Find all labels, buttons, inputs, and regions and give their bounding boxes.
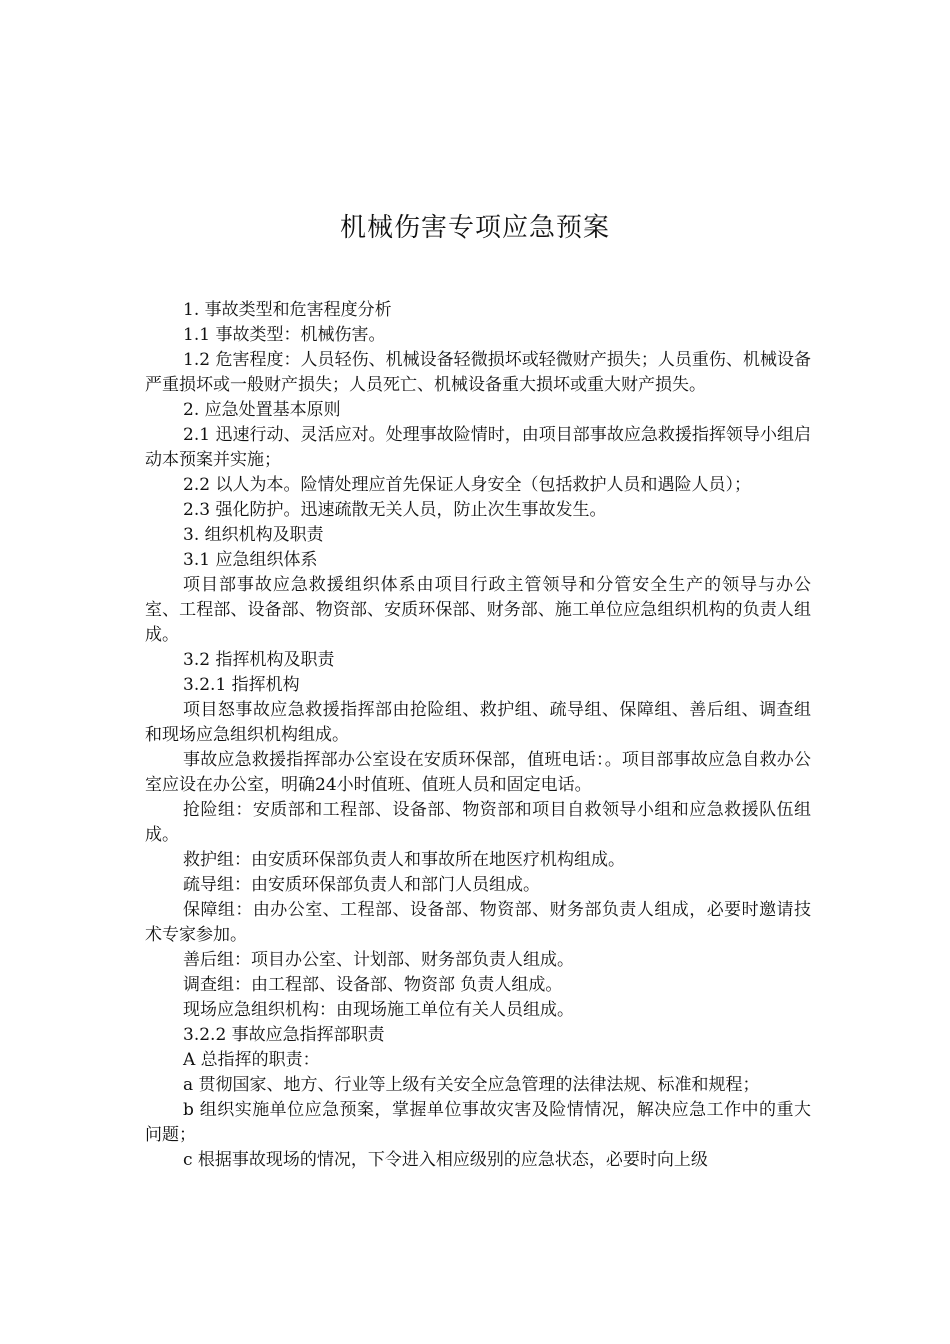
- list-item: b 组织实施单位应急预案，掌握单位事故灾害及险情情况，解决应急工作中的重大问题；: [145, 1100, 811, 1145]
- paragraph: 疏导组：由安质环保部负责人和部门人员组成。: [183, 875, 540, 895]
- subsection-heading: 3.2.2 事故应急指挥部职责: [183, 1025, 385, 1045]
- paragraph: 善后组：项目办公室、计划部、财务部负责人组成。: [183, 950, 574, 970]
- list-item: a 贯彻国家、地方、行业等上级有关安全应急管理的法律法规、标准和规程；: [183, 1075, 760, 1095]
- paragraph: 救护组：由安质环保部负责人和事故所在地医疗机构组成。: [183, 850, 625, 870]
- paragraph: A 总指挥的职责：: [183, 1050, 320, 1070]
- paragraph: 项目怒事故应急救援指挥部由抢险组、救护组、疏导组、保障组、善后组、调查组和现场应急组织机构组成。: [145, 700, 811, 745]
- paragraph: 调查组：由工程部、设备部、物资部 负责人组成。: [183, 975, 563, 995]
- paragraph: 项目部事故应急救援组织体系由项目行政主管领导和分管安全生产的领导与办公室、工程部、设备部、物资部、安质环保部、财务部、施工单位应急组织机构的负责人组成。: [145, 575, 811, 645]
- section-heading-3: 3. 组织机构及职责: [183, 525, 324, 545]
- paragraph: 1.2 危害程度：人员轻伤、机械设备轻微损坏或轻微财产损失；人员重伤、机械设备严重损坏或一般财产损失；人员死亡、机械设备重大损坏或重大财产损失。: [145, 350, 811, 395]
- paragraph: 2.3 强化防护。迅速疏散无关人员，防止次生事故发生。: [183, 500, 607, 520]
- paragraph: 2.1 迅速行动、灵活应对。处理事故险情时，由项目部事故应急救援指挥领导小组启动本预案并实施；: [145, 425, 811, 470]
- document-body: [145, 298, 811, 1173]
- paragraph: 保障组：由办公室、工程部、设备部、物资部、财务部负责人组成，必要时邀请技术专家参加。: [145, 900, 811, 945]
- paragraph: 2.2 以人为本。险情处理应首先保证人身安全（包括救护人员和遇险人员）；: [183, 475, 751, 495]
- subsection-heading: 3.2.1 指挥机构: [183, 675, 300, 695]
- section-heading-1: 1. 事故类型和危害程度分析: [183, 300, 392, 320]
- list-item: c 根据事故现场的情况，下令进入相应级别的应急状态，必要时向上级: [183, 1150, 708, 1170]
- subsection-heading: 3.1 应急组织体系: [183, 550, 318, 570]
- paragraph: 事故应急救援指挥部办公室设在安质环保部，值班电话：。项目部事故应急自救办公室应设在办公室，明确24小时值班、值班人员和固定电话。: [145, 750, 811, 795]
- paragraph: 1.1 事故类型：机械伤害。: [183, 325, 386, 345]
- paragraph: 现场应急组织机构：由现场施工单位有关人员组成。: [183, 1000, 574, 1020]
- section-heading-2: 2. 应急处置基本原则: [183, 400, 341, 420]
- document-title: 机械伤害专项应急预案: [339, 213, 610, 243]
- subsection-heading: 3.2 指挥机构及职责: [183, 650, 335, 670]
- paragraph: 抢险组：安质部和工程部、设备部、物资部和项目自救领导小组和应急救援队伍组成。: [145, 800, 811, 845]
